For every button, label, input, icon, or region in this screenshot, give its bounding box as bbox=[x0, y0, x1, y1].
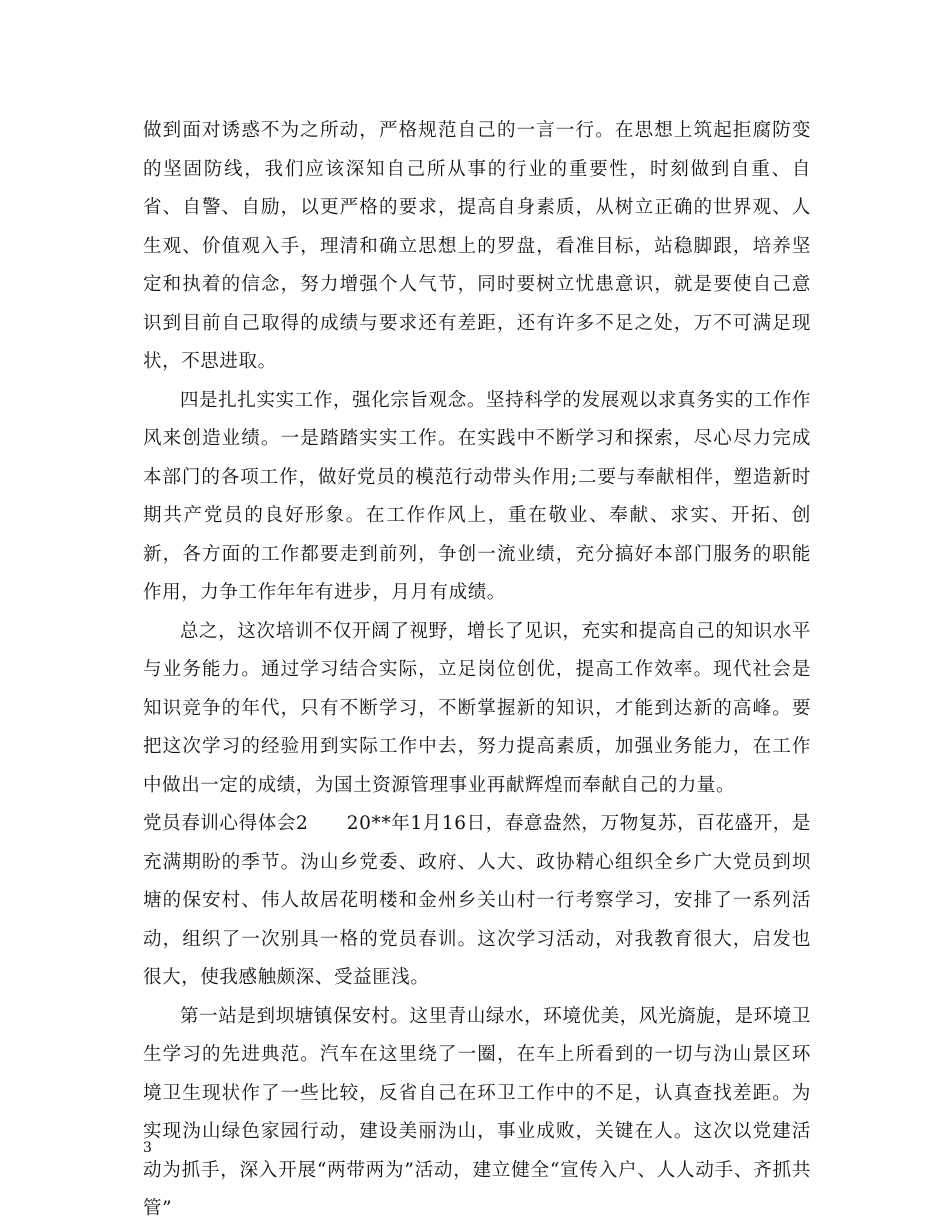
paragraph-2: 四是扎扎实实工作，强化宗旨观念。坚持科学的发展观以求真务实的工作作风来创造业绩。一是踏踏实实工作。在实践中不断学习和探索，尽心尽力完成本部门的各项工作，做好党员的模范行动带头作用;二要与奉献相伴，塑造新时期共产党员的良好形象。在工作作风上，重在敬业、奉献、求实、开拓、创新，各方面的工作都要走到前列，争创一流业绩，充分搞好本部门服务的职能作用，力争工作年年有进步，月月有成绩。 bbox=[143, 389, 811, 603]
paragraph-5: 第一站是到坝塘镇保安村。这里青山绿水，环境优美，风光旖旎，是环境卫生学习的先进典范。汽车在这里绕了一圈，在车上所看到的一切与沩山景区环境卫生现状作了一些比较，反省自己在环卫工作中的不足，认真查找差距。为实现沩山绿色家园行动，建设美丽沩山，事业成败，关键在人。这次以党建活动为抓手，深入开展“两带两为”活动，建立健全“宣传入户、人人动手、齐抓共管” bbox=[143, 1005, 811, 1219]
paragraph-1: 做到面对诱惑不为之所动，严格规范自己的一言一行。在思想上筑起拒腐防变的坚固防线，我们应该深知自己所从事的行业的重要性，时刻做到自重、自省、自警、自励，以更严格的要求，提高自身素质，从树立正确的世界观、人生观、价值观入手，理清和确立思想上的罗盘，看准目标，站稳脚跟，培养坚定和执着的信念，努力增强个人气节，同时要树立忧患意识，就是要使自己意识到目前自己取得的成绩与要求还有差距，还有许多不足之处，万不可满足现状，不思进取。 bbox=[143, 120, 811, 372]
document-body bbox=[143, 112, 811, 1229]
paragraph-4: 党员春训心得体会2 20**年1月16日，春意盎然，万物复苏，百花盛开，是充满期盼的季节。沩山乡党委、政府、人大、政协精心组织全乡广大党员到坝塘的保安村、伟人故居花明楼和金州乡关山村一行考察学习，安排了一系列活动，组织了一次别具一格的党员春训。这次学习活动，对我教育很大，启发也很大，使我感触颇深、受益匪浅。 bbox=[143, 813, 811, 988]
paragraph-3: 总之，这次培训不仅开阔了视野，增长了见识，充实和提高自己的知识水平与业务能力。通过学习结合实际，立足岗位创优，提高工作效率。现代社会是知识竞争的年代，只有不断学习，不断掌握新的知识，才能到达新的高峰。要把这次学习的经验用到实际工作中去，努力提高素质，加强业务能力，在工作中做出一定的成绩，为国土资源管理事业再献辉煌而奉献自己的力量。 bbox=[143, 620, 811, 796]
page-number: 3 bbox=[143, 1140, 152, 1156]
